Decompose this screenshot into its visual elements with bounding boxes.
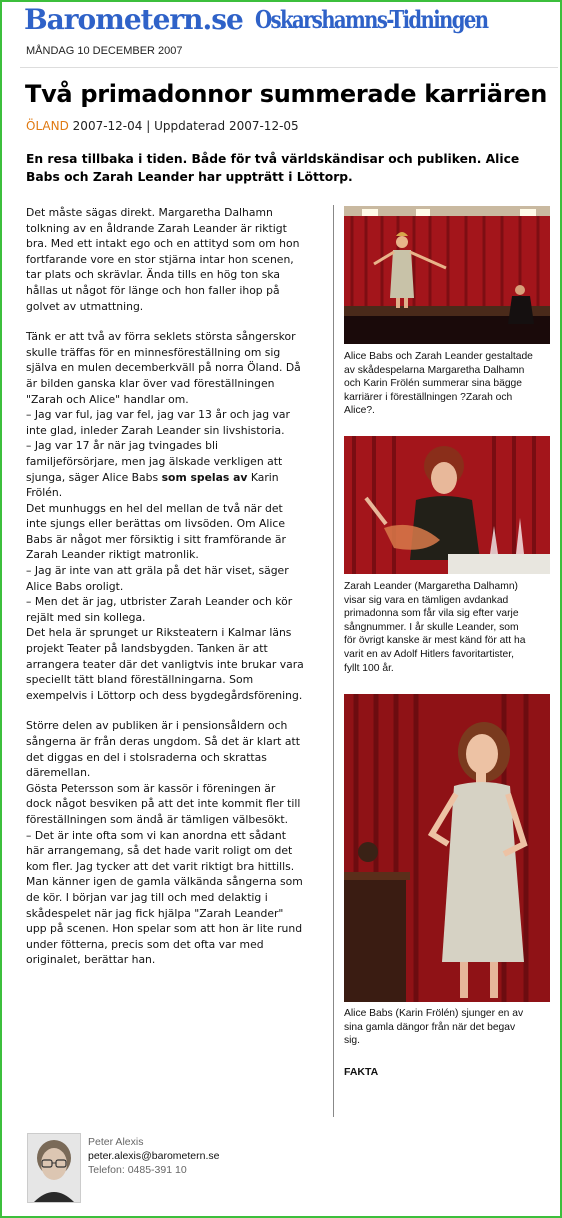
- body-line: Man känner igen de gamla välkända sångerna som: [26, 875, 303, 889]
- location-tag[interactable]: ÖLAND: [26, 119, 69, 133]
- photo-caption: [344, 580, 550, 675]
- bold-phrase: som spelas av: [161, 470, 248, 484]
- body-paragraph: [26, 205, 326, 314]
- body-line: inte sjungs eller berättas om livsöden. Om Alice: [26, 517, 286, 531]
- body-line: – Men det är jag, utbrister Zarah Leander och kör: [26, 595, 293, 609]
- caption-line: av skådespelarna Margaretha Dalhamn: [344, 364, 525, 376]
- photo-caption: [344, 1007, 550, 1048]
- stage-alice-image: [344, 694, 550, 1002]
- body-line: föreställningen som ändå är tämligen välbesökt.: [26, 812, 288, 826]
- article-lead: [26, 150, 536, 186]
- caption-line: och Karin Frölén summerar sina bägge: [344, 378, 522, 390]
- author-phone: Telefon: 0485-391 10: [88, 1164, 187, 1176]
- stage-photo-zarah: [344, 436, 550, 574]
- author-byline: [88, 1135, 219, 1177]
- body-line: skulle träffas för en minnesföreställning om sig: [26, 345, 281, 359]
- body-line: upp på scenen. Hon spelar som att hon är lite rund: [26, 922, 303, 936]
- meta-separator: |: [146, 119, 151, 133]
- body-line: Frölén.: [26, 486, 63, 500]
- body-line: – Jag var ful, jag var fel, jag var 13 år och jag var: [26, 408, 290, 422]
- body-line: sångerna är från deras ungdom. Så det är klart att: [26, 735, 300, 748]
- stage-zarah-image: [344, 436, 550, 574]
- body-line: inte glad, inleder Zarah Leander sin livshistoria.: [26, 423, 285, 437]
- article-body: [26, 205, 326, 983]
- author-avatar: [27, 1133, 81, 1203]
- author-email-link[interactable]: peter.alexis@barometern.se: [88, 1150, 220, 1162]
- body-line: Större delen av publiken är i pensionsåldern och: [26, 719, 288, 733]
- body-line: Det måste sägas direkt. Margaretha Dalhamn: [26, 206, 273, 219]
- body-line: däremellan.: [26, 766, 91, 780]
- header-divider: [20, 67, 558, 68]
- body-line: dock något besviken på att det inte kommit fler till: [26, 797, 301, 811]
- body-line: Det hela är sprunget ur Riksteatern i Kalmar läns: [26, 626, 292, 640]
- body-line: familjeförsörjare, men jag älskade verkligen att: [26, 454, 283, 468]
- caption-line: sig.: [344, 1035, 361, 1047]
- stage-photo-alice: [344, 694, 550, 1002]
- body-line: de kör. I början var jag till och med delaktig i: [26, 890, 268, 904]
- body-line: är bilden ganska klar över vad föreställningen: [26, 376, 275, 390]
- body-line: sjunga, säger Alice Babs som spelas av Karin: [26, 470, 279, 484]
- body-line: Alice Babs oroligt.: [26, 579, 124, 593]
- body-line: Babs är något mer försiktig i sitt framförande är: [26, 532, 286, 546]
- column-divider: [333, 205, 334, 1117]
- fakta-link[interactable]: FAKTA: [344, 1066, 379, 1078]
- body-line: originalet, berättar han.: [26, 953, 156, 967]
- publish-date: 2007-12-04: [72, 119, 143, 133]
- body-line: rejält med sin kollega.: [26, 610, 146, 624]
- body-line: arrangera teater där det vanligtvis inte brukar vara: [26, 657, 304, 671]
- body-line: tolkning av en åldrande Zarah Leander är riktigt: [26, 221, 287, 235]
- caption-line: primadonna som får vila sig efter varje: [344, 608, 519, 620]
- oskarshamns-tidningen-logo[interactable]: Oskarshamns-Tidningen: [254, 5, 488, 34]
- body-line: "Zarah och Alice" handlar om.: [26, 392, 189, 406]
- date-line: MÅNDAG 10 DECEMBER 2007: [26, 45, 183, 57]
- body-line: golvet av utmattning.: [26, 299, 144, 313]
- caption-line: fyllt 100 år.: [344, 662, 394, 674]
- caption-line: visar sig vara en tämligen avdankad: [344, 594, 509, 606]
- body-line: Det munhuggs en hel del mellan de två när det: [26, 501, 283, 515]
- body-line: Gösta Petersson som är kassör i föreningen är: [26, 781, 276, 795]
- body-line: skådespelet när jag fick hjälpa "Zarah Leander": [26, 906, 284, 920]
- body-line: under fötterna, precis som det ofta var med: [26, 937, 264, 951]
- body-line: kom fler. Jag tycker att det varit riktigt bra hittills.: [26, 859, 295, 873]
- body-line: fortfarande vore en stor stjärna intar hon scenen,: [26, 252, 294, 266]
- body-paragraph: [26, 329, 326, 703]
- body-line: bra. Med ett intakt ego och en attityd som om hon: [26, 237, 300, 251]
- caption-line: Zarah Leander (Margaretha Dalhamn): [344, 581, 518, 592]
- barometern-logo[interactable]: Barometern.se: [24, 3, 243, 36]
- caption-line: Alice Babs och Zarah Leander gestaltade: [344, 351, 533, 362]
- caption-line: sångnummer. I år skulle Leander, som: [344, 621, 519, 633]
- stage-photo-duo: [344, 206, 550, 344]
- author-name: Peter Alexis: [88, 1136, 144, 1148]
- caption-line: för övrigt kanske är mest känd för att ha: [344, 635, 526, 647]
- caption-line: karriärer i föreställningen ?Zarah och: [344, 391, 513, 403]
- body-line: – Jag var 17 år när jag tvingades bli: [26, 439, 219, 453]
- body-line: tar plats och skrävlar. Ända tills en hög ton ska: [26, 268, 281, 282]
- body-line: speciellt tätt bland föreställningarna. Som: [26, 673, 254, 687]
- photo-caption: [344, 350, 550, 418]
- body-line: det diggas en del i stolsraderna och skrattas: [26, 750, 267, 764]
- caption-line: sina gamla dängor från när det begav: [344, 1021, 516, 1033]
- caption-line: Alice Babs (Karin Frölén) sjunger en av: [344, 1008, 524, 1019]
- article-meta: [26, 119, 299, 133]
- updated-date: 2007-12-05: [228, 119, 299, 133]
- caption-line: Alice?.: [344, 405, 375, 417]
- body-line: Zarah Leander riktigt matronlik.: [26, 548, 199, 562]
- article-headline: Två primadonnor summerade karriären: [25, 80, 547, 108]
- lead-line: En resa tillbaka i tiden. Både för två världskändisar och publiken. Alice: [26, 152, 520, 166]
- body-line: hållas ut något för länge och hon faller ihop på: [26, 283, 280, 297]
- updated-label: Uppdaterad: [154, 119, 226, 133]
- lead-line: Babs och Zarah Leander har uppträtt i Löttorp.: [26, 170, 353, 184]
- body-line: exempelvis i Löttorp och dess bygdegårdsförening.: [26, 688, 303, 702]
- body-line: – Det är inte ofta som vi kan anordna ett sådant: [26, 828, 286, 842]
- stage-duo-image: [344, 206, 550, 344]
- body-line: här arrangemang, så det hade varit roligt om det: [26, 844, 293, 858]
- body-line: – Jag är inte van att gräla på det här viset, säger: [26, 564, 289, 578]
- body-line: själva en mulen decemberkväll på norra Öland. Då: [26, 361, 301, 375]
- masthead: [24, 2, 544, 42]
- body-line: Tänk er att två av förra seklets största sångerskor: [26, 330, 296, 344]
- author-portrait-image: [28, 1134, 80, 1202]
- body-line: projekt Teater på landsbygden. Tanken är att: [26, 642, 268, 656]
- body-paragraph: [26, 718, 326, 968]
- caption-line: varit en av Adolf Hitlers favoritartister,: [344, 648, 514, 660]
